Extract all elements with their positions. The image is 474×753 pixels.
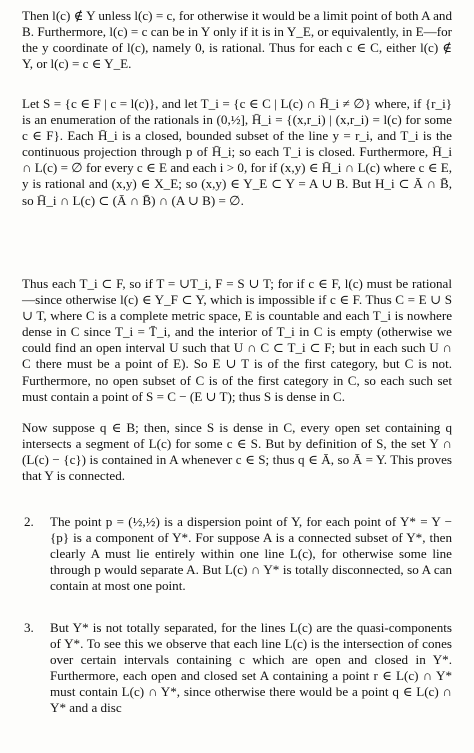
item-number: 2. <box>24 514 34 529</box>
item-number: 3. <box>24 620 34 635</box>
item-text: But Y* is not totally separated, for the lines L(c) are the quasi-components of Y*. To see this we observe that each line L(c) is the intersection of cones over certain intervals containing c which are open and closed in Y*. Furthermore, each open and closed set A containing a point r ∈ L(c) ∩ Y* must contain L(c) ∩ Y*, since otherwise there would be a point q ∈ L(c) ∩ Y* and a disc <box>50 620 452 716</box>
item-text: The point p = (½,½) is a dispersion point of Y, for each point of Y* = Y − {p} is a component of Y*. For suppose A is a connected subset of Y*, then clearly A must lie entirely within one line L(c), for otherwise some line through p would separate A. But L(c) ∩ Y* is totally disconnected, so A can contain at most one point. <box>50 514 452 594</box>
paragraph-limit-point: Then l(c) ∉ Y unless l(c) = c, for otherwise it would be a limit point of both A and B. Furthermore, l(c) = c can be in Y only if it is in Y_E, or equivalently, in E—for the y coordinate of l(c), namely 0, is rational. Thus for each c ∈ C, either l(c) ∉ Y, or l(c) = c ∈ Y_E. <box>22 8 452 72</box>
paragraph-connectedness-proof: Now suppose q ∈ B; then, since S is dense in C, every open set containing q intersects a segment of L(c) for some c ∈ S. But by definition of S, the set Y ∩ (L(c) − {c}) is contained in A whenever c ∈ S; thus q ∈ Ā, so Ā = Y. This proves that Y is connected. <box>22 420 452 484</box>
paragraph-definition-s: Let S = {c ∈ F | c = l(c)}, and let T_i = {c ∈ C | L(c) ∩ H̄_i ≠ ∅} where, if {r_i} is an enumeration of the rationals in (0,½], H̄_i = {(x,r_i) | (x,r_i) = l(c) for some c ∈ F}. Each H̄_i is a closed, bounded subset of the line y = r_i, and T_i is the continuous projection through p of H̄_i; so each T_i is closed. Furthermore, H̄_i ∩ L(c) = ∅ for every c ∈ E and each i > 0, for if (x,y) ∈ H̄_i ∩ L(c) where c ∈ E, y is rational and (x,y) ∈ X_E; so (x,y) ∈ Y_E ⊂ Y = A ∪ B. But H_i ⊂ Ā ∩ B̄, so H̄_i ∩ L(c) ⊂ (Ā ∩ B̄) ∩ (A ∪ B) = ∅. <box>22 96 452 208</box>
paragraph-category-argument: Thus each T_i ⊂ F, so if T = ∪T_i, F = S ∪ T; for if c ∈ F, l(c) must be rational—since otherwise l(c) ∈ Y_F ⊂ Y, which is impossible if c ∈ F. Thus C = E ∪ S ∪ T, where C is a complete metric space, E is countable and each T_i is nowhere dense in C since T_i = T̄_i, and the interior of T_i in C is empty (otherwise we could find an open interval U such that U ∩ C ⊂ T_i ⊂ F; but in each such U ∩ C there must be a point of E). So E ∪ T is of the first category, but C is not. Furthermore, no open subset of C is of the first category in C, so each such set must contain a point of S = C − (E ∪ T); thus S is dense in C. <box>22 276 452 404</box>
